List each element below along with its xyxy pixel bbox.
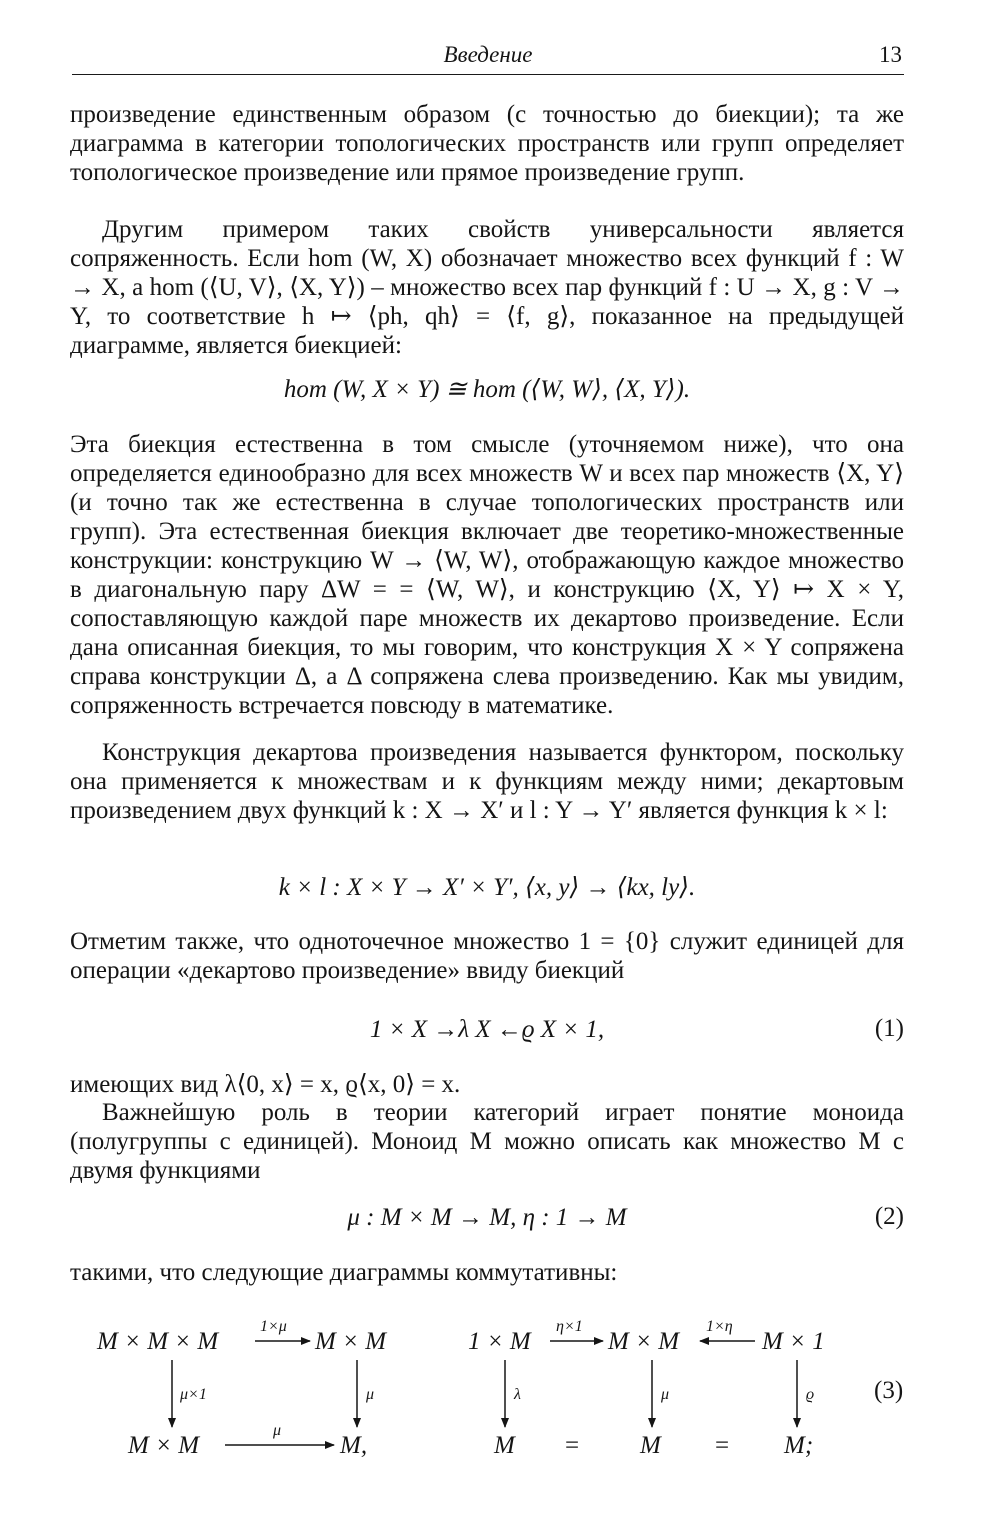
label-left-bottom: μ	[273, 1422, 282, 1439]
label-right-left: λ	[514, 1386, 521, 1403]
diag-right-bottom-mid: M	[640, 1432, 661, 1459]
formula-unit-bijections: 1 × X →λ X ←ϱ X × 1,	[369, 1016, 605, 1043]
formula-product-function: k × l : X × Y → X′ × Y′, ⟨x, y⟩ → ⟨kx, ly⟩.	[278, 874, 696, 901]
paragraph-2: Другим примером таких свойств универсальности является сопряженность. Если hom (W, X) обозначает множество всех функций f : W → X, а hom (⟨U, V⟩, ⟨X, Y⟩) – множество всех пар функций f : U → X, g : V → Y, то соответствие h ↦ ⟨ph, qh⟩ = ⟨f, g⟩, показанное на предыдущей диаграмме, является биекцией:	[70, 216, 904, 359]
label-right-top-left: η×1	[556, 1318, 583, 1335]
diag-right-bottom-left: M	[494, 1432, 515, 1459]
equation-number-1: (1)	[874, 1015, 904, 1042]
label-right-mid: μ	[661, 1386, 670, 1403]
chapter-title: Введение	[443, 42, 533, 67]
label-left-right: μ	[366, 1386, 375, 1403]
diag-left-top-left: M × M × M	[97, 1328, 219, 1355]
diag-right-eq-a: =	[565, 1432, 580, 1459]
formula-hom-iso: hom (W, X × Y) ≅ hom (⟨W, W⟩, ⟨X, Y⟩).	[283, 376, 691, 403]
diag-right-top-mid: M × M	[608, 1328, 680, 1355]
paragraph-3: Эта биекция естественна в том смысле (уточняемом ниже), что она определяется единообразно для всех множеств W и всех пар множеств ⟨X, Y⟩ (и точно так же естественна в случае топологических пространств или групп). Эта естественная биекция включает две теоретико-множественные конструкции: конструкцию W → ⟨W, W⟩, отображающую каждое множество в диагональную пару ΔW = = ⟨W, W⟩, и конструкцию ⟨X, Y⟩ ↦ X × Y, сопоставляющую каждой паре множеств их декартово произведение. Если дана описанная биекция, то мы говорим, что конструкция X × Y сопряжена справа конструкции Δ, а Δ сопряжена слева произведению. Как мы увидим, сопряженность встречается повсюду в математике.	[70, 431, 904, 719]
running-header	[72, 40, 904, 75]
diagrams-svg	[0, 1305, 1000, 1475]
label-left-top: 1×μ	[260, 1318, 287, 1335]
paragraph-5: Отметим также, что одноточечное множество 1 = {0} служит единицей для операции «декартово произведение» ввиду биекций	[70, 928, 904, 984]
paragraph-7: Важнейшую роль в теории категорий играет понятие моноида (полугруппы с единицей). Моноид M можно описать как множество M с двумя функциями	[70, 1099, 904, 1184]
diag-left-top-right: M × M	[315, 1328, 387, 1355]
label-left-left: μ×1	[180, 1386, 207, 1403]
commutative-diagrams	[0, 1305, 1000, 1475]
diag-right-top-left: 1 × M	[468, 1328, 531, 1355]
diag-right-eq-b: =	[715, 1432, 730, 1459]
diag-right-bottom-right: M;	[784, 1432, 814, 1459]
diag-right-top-right: M × 1	[762, 1328, 825, 1355]
label-right-right: ϱ	[806, 1386, 815, 1403]
paragraph-1: произведение единственным образом (с точностью до биекции); та же диаграмма в категории топологических пространств или групп определяет топологическое произведение или прямое произведение групп.	[70, 101, 904, 186]
formula-monoid-functions: μ : M × M → M, η : 1 → M	[347, 1204, 627, 1231]
paragraph-8: такими, что следующие диаграммы коммутативны:	[70, 1259, 618, 1286]
paragraph-6: имеющих вид λ⟨0, x⟩ = x, ϱ⟨x, 0⟩ = x.	[70, 1071, 461, 1098]
label-right-top-right: 1×η	[706, 1318, 733, 1335]
page-number: 13	[879, 42, 902, 67]
equation-number-3: (3)	[874, 1377, 904, 1404]
diag-left-bottom-left: M × M	[128, 1432, 200, 1459]
equation-number-2: (2)	[874, 1203, 904, 1230]
diag-left-bottom-right: M,	[340, 1432, 368, 1459]
paragraph-4: Конструкция декартова произведения называется функтором, поскольку она применяется к множествам и к функциям между ними; декартовым произведением двух функций k : X → X′ и l : Y → Y′ является функция k × l:	[70, 739, 904, 824]
